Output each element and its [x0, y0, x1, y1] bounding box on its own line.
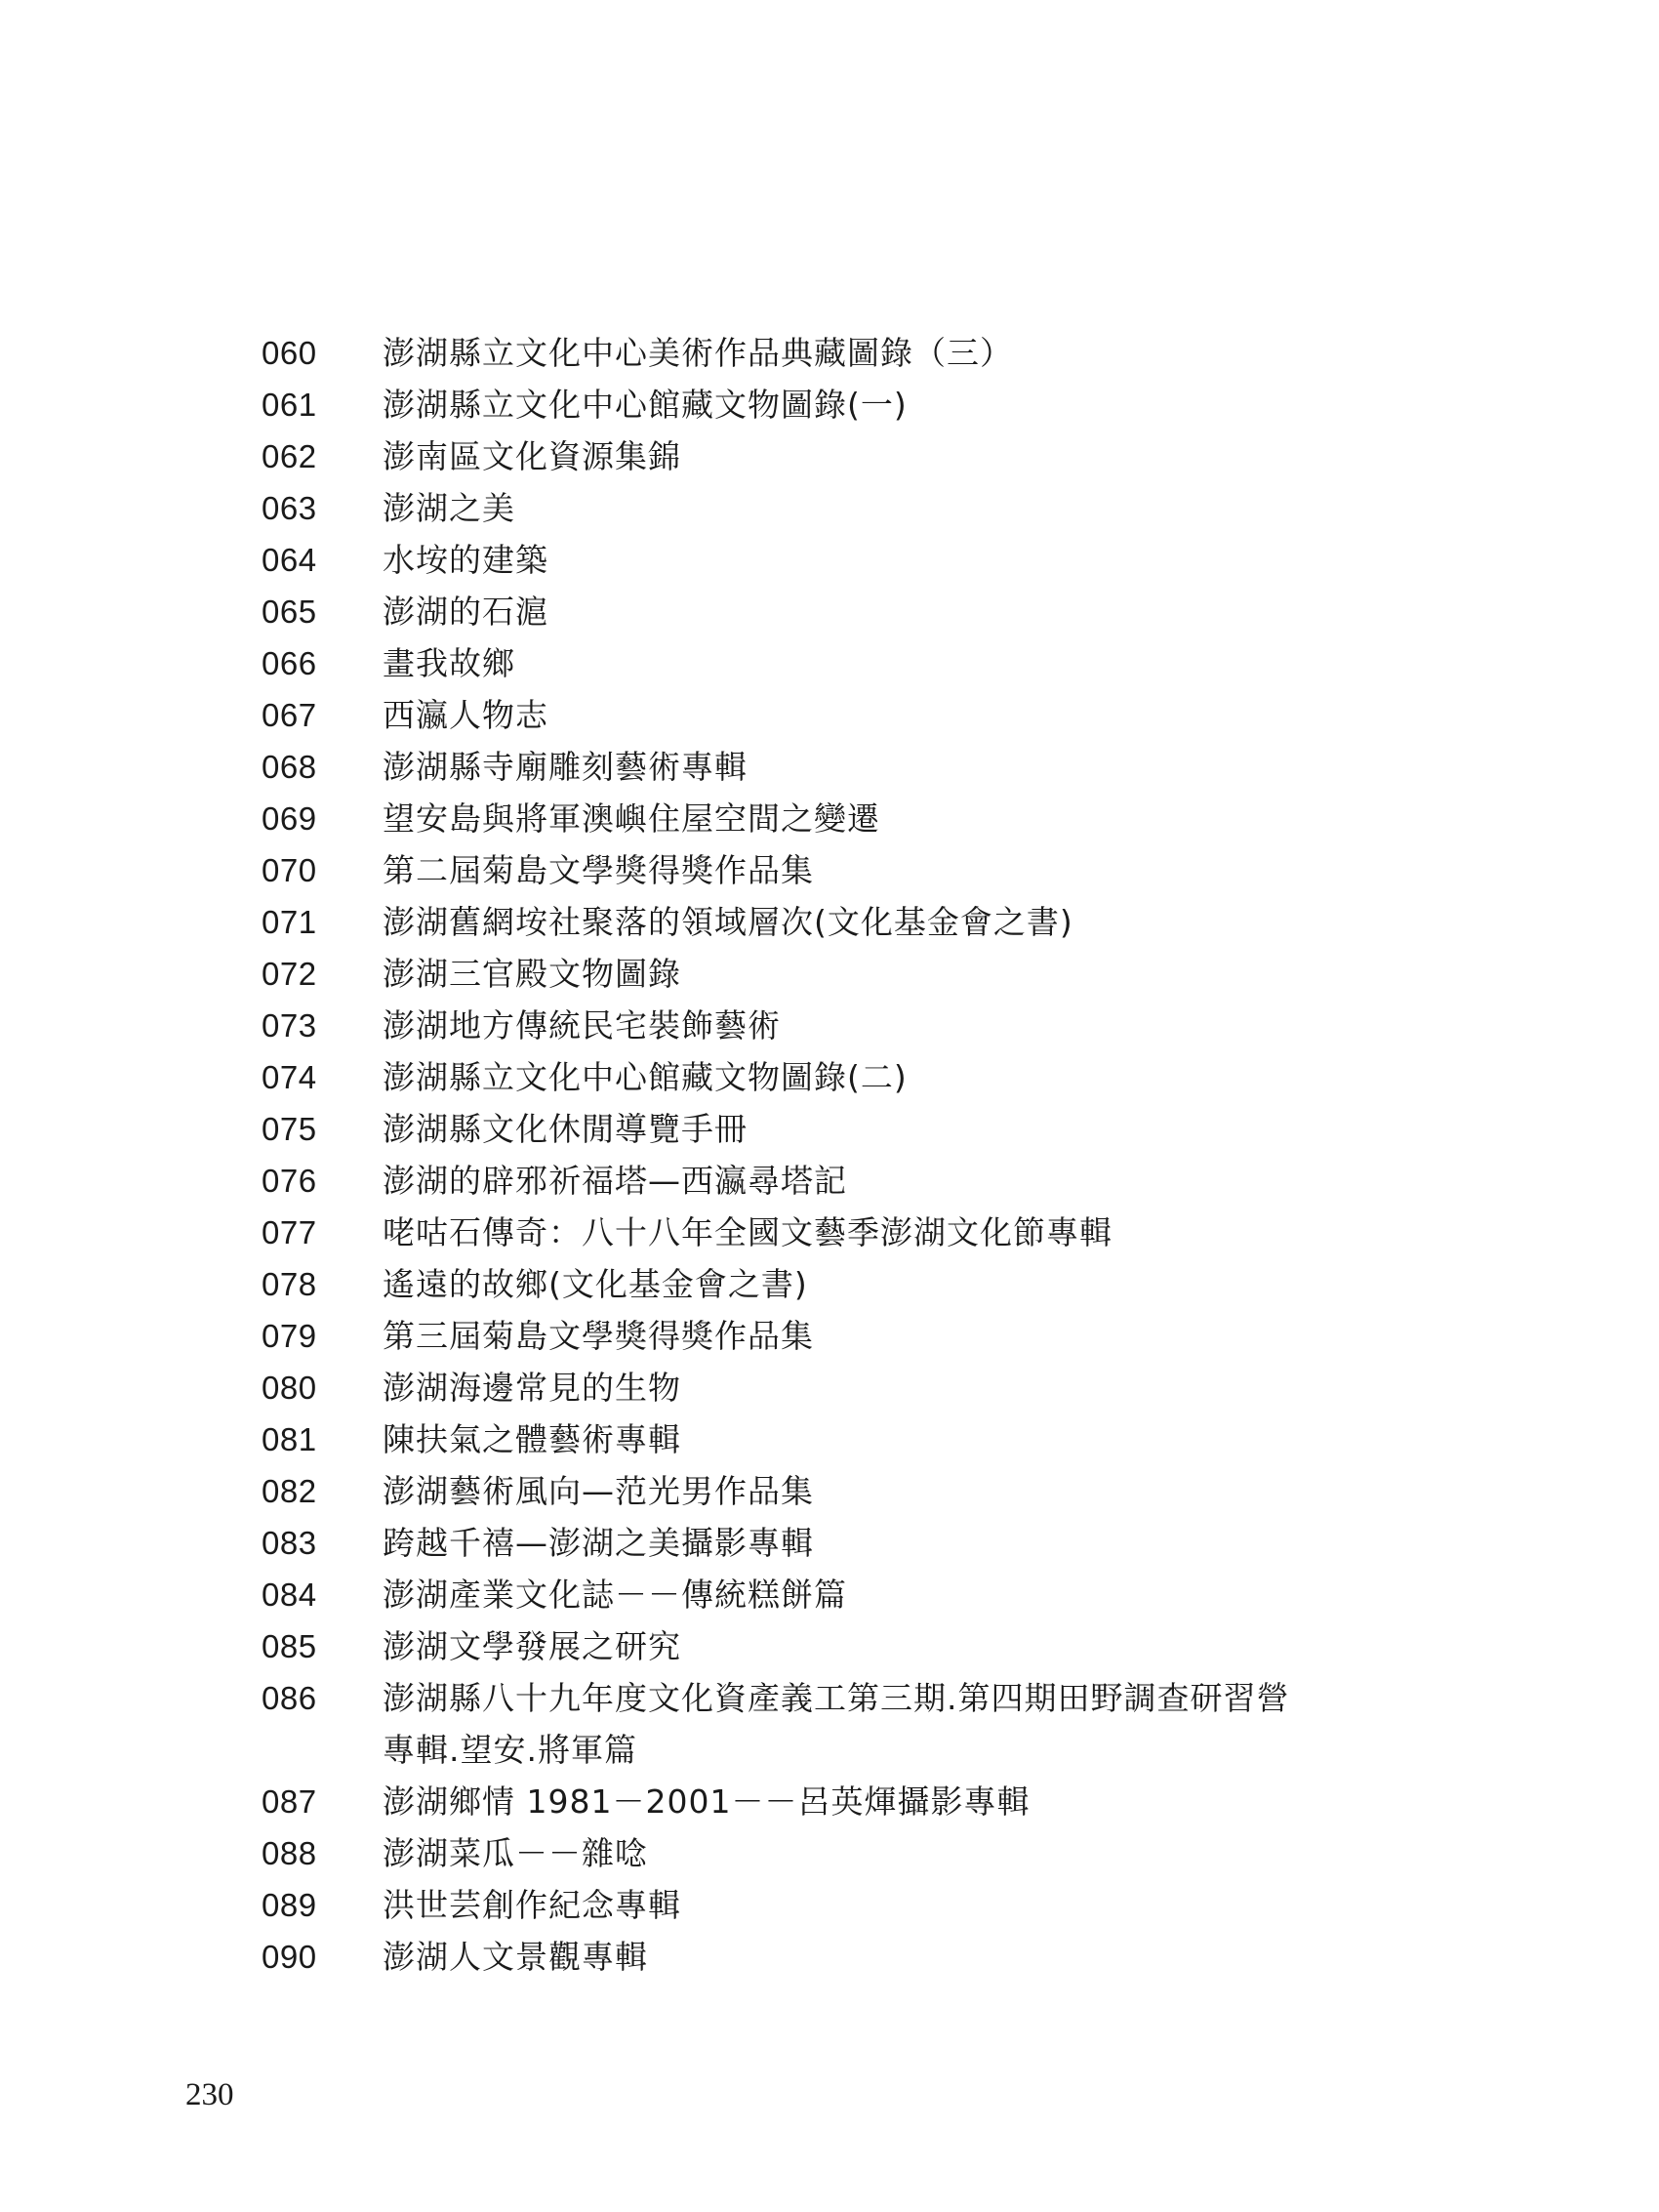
list-item — [262, 1517, 1433, 1569]
entry-number: 069 — [262, 800, 317, 837]
list-item — [262, 1776, 1433, 1827]
entry-title: 澎湖舊網垵社聚落的領域層次(文化基金會之書) — [383, 903, 1073, 941]
entry-number: 084 — [262, 1577, 317, 1613]
list-item — [262, 430, 1433, 482]
entry-title: 西瀛人物志 — [383, 696, 548, 734]
entry-title: 洪世芸創作紀念專輯 — [383, 1886, 681, 1924]
entry-title: 跨越千禧—澎湖之美攝影專輯 — [383, 1524, 814, 1562]
entry-number: 078 — [262, 1266, 317, 1302]
entry-title: 澎湖人文景觀專輯 — [383, 1938, 648, 1976]
list-item — [262, 1103, 1433, 1155]
entry-title: 澎湖三官殿文物圖錄 — [383, 955, 681, 993]
entry-number: 070 — [262, 852, 317, 888]
entry-title: 第二屆菊島文學獎得獎作品集 — [383, 851, 814, 889]
entry-number: 071 — [262, 904, 317, 940]
publication-list — [262, 327, 1433, 1983]
entry-title: 第三屆菊島文學獎得獎作品集 — [383, 1317, 814, 1355]
entry-number: 064 — [262, 542, 317, 578]
entry-number: 090 — [262, 1939, 317, 1975]
entry-number: 083 — [262, 1525, 317, 1561]
entry-title: 澎湖菜瓜－－雜唸 — [383, 1834, 648, 1872]
entry-number: 085 — [262, 1628, 317, 1664]
entry-title: 澎湖產業文化誌－－傳統糕餅篇 — [383, 1576, 847, 1614]
list-item — [262, 1310, 1433, 1362]
entry-title: 澎湖的石滬 — [383, 593, 548, 631]
list-item — [262, 1879, 1433, 1931]
entry-title: 水垵的建築 — [383, 541, 548, 579]
entry-title: 澎湖藝術風向—范光男作品集 — [383, 1472, 814, 1510]
entry-number: 062 — [262, 438, 317, 474]
entry-title: 澎湖文學發展之研究 — [383, 1627, 681, 1665]
entry-number: 075 — [262, 1111, 317, 1147]
list-item — [262, 482, 1433, 534]
list-item — [262, 1672, 1433, 1776]
entry-number: 076 — [262, 1163, 317, 1199]
list-item — [262, 586, 1433, 637]
list-item — [262, 1465, 1433, 1517]
list-item — [262, 1569, 1433, 1620]
entry-title: 望安島與將軍澳嶼住屋空間之變遷 — [383, 799, 880, 838]
entry-number: 081 — [262, 1421, 317, 1457]
entry-title: 澎湖海邊常見的生物 — [383, 1369, 681, 1407]
entry-number: 073 — [262, 1007, 317, 1044]
entry-number: 079 — [262, 1318, 317, 1354]
entry-number: 072 — [262, 956, 317, 992]
list-item — [262, 741, 1433, 793]
list-item — [262, 1931, 1433, 1983]
entry-title: 遙遠的故鄉(文化基金會之書) — [383, 1265, 808, 1303]
entry-title: 澎湖縣寺廟雕刻藝術專輯 — [383, 748, 748, 786]
list-item — [262, 844, 1433, 896]
entry-title: 澎湖縣立文化中心館藏文物圖錄(二) — [383, 1058, 908, 1096]
list-item — [262, 948, 1433, 1000]
entry-number: 087 — [262, 1783, 317, 1820]
entry-number: 061 — [262, 387, 317, 423]
list-item — [262, 1413, 1433, 1465]
entry-title: 澎湖縣立文化中心館藏文物圖錄(一) — [383, 386, 908, 424]
entry-title: 澎南區文化資源集錦 — [383, 437, 681, 475]
list-item — [262, 534, 1433, 586]
entry-number: 074 — [262, 1059, 317, 1095]
entry-title: 澎湖縣立文化中心美術作品典藏圖錄（三） — [383, 334, 1013, 372]
entry-title: 澎湖地方傳統民宅裝飾藝術 — [383, 1006, 781, 1045]
list-item — [262, 793, 1433, 844]
entry-number: 082 — [262, 1473, 317, 1509]
entry-title: 澎湖縣文化休閒導覽手冊 — [383, 1110, 748, 1148]
entry-number: 089 — [262, 1887, 317, 1923]
entry-number: 067 — [262, 697, 317, 733]
entry-title: 咾咕石傳奇：八十八年全國文藝季澎湖文化節專輯 — [383, 1213, 1113, 1251]
list-item — [262, 379, 1433, 430]
list-item — [262, 637, 1433, 689]
entry-title: 畫我故鄉 — [383, 644, 515, 682]
list-item — [262, 1827, 1433, 1879]
page-number: 230 — [185, 2077, 234, 2112]
entry-title: 澎湖之美 — [383, 489, 515, 527]
list-item — [262, 1051, 1433, 1103]
entry-number: 068 — [262, 749, 317, 785]
entry-number: 080 — [262, 1370, 317, 1406]
list-item — [262, 896, 1433, 948]
list-item — [262, 1155, 1433, 1207]
list-item — [262, 1000, 1433, 1051]
entry-number: 063 — [262, 490, 317, 526]
entry-number: 077 — [262, 1214, 317, 1250]
entry-title: 澎湖縣八十九年度文化資產義工第三期.第四期田野調查研習營專輯.望安.將軍篇 — [383, 1679, 1290, 1769]
list-item — [262, 1362, 1433, 1413]
entry-number: 065 — [262, 594, 317, 630]
entry-title: 澎湖鄉情 1981－2001－－呂英煇攝影專輯 — [383, 1782, 1031, 1821]
list-item — [262, 327, 1433, 379]
list-item — [262, 1207, 1433, 1258]
list-item — [262, 1620, 1433, 1672]
entry-title: 陳扶氣之體藝術專輯 — [383, 1420, 681, 1458]
entry-number: 066 — [262, 645, 317, 681]
entry-title: 澎湖的辟邪祈福塔—西瀛尋塔記 — [383, 1162, 847, 1200]
list-item — [262, 689, 1433, 741]
entry-number: 086 — [262, 1680, 317, 1716]
entry-number: 060 — [262, 335, 317, 371]
entry-number: 088 — [262, 1835, 317, 1871]
list-item — [262, 1258, 1433, 1310]
